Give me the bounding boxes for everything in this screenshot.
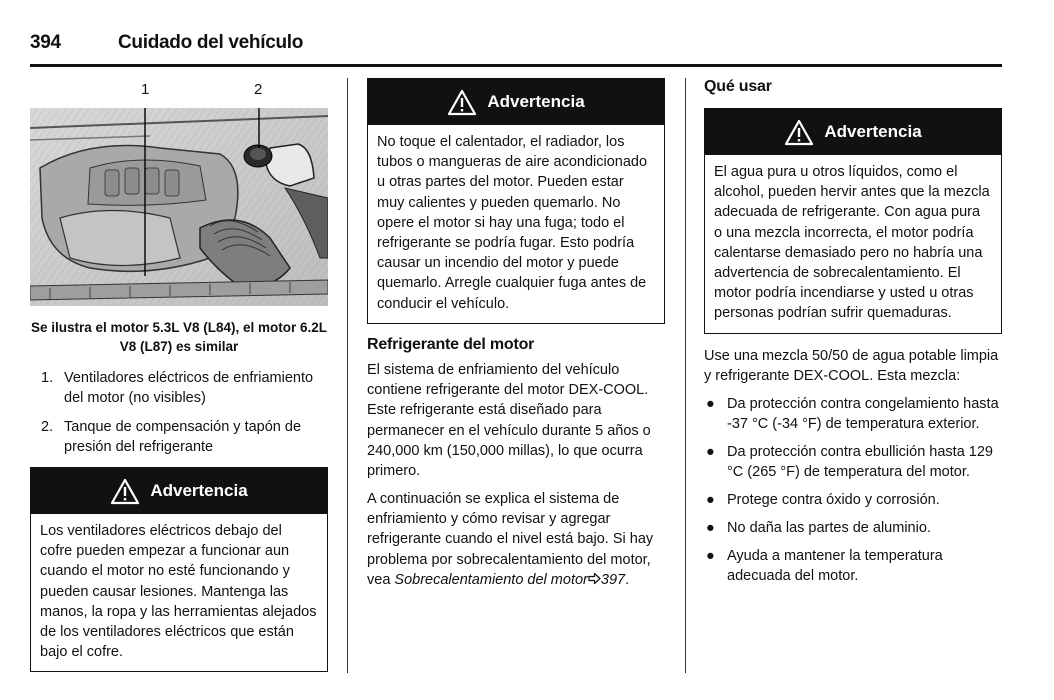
caption-line: Se ilustra el motor 5.3L V8 (L84), el motor 6.2L [30, 320, 328, 335]
page-reference-arrow-icon [588, 572, 601, 585]
list-item [704, 394, 1002, 434]
coolant-heading: Refrigerante del motor [367, 335, 535, 353]
bullet-icon: ● [706, 548, 715, 565]
fan-warning-box [30, 467, 328, 672]
list-item-number: 1. [41, 370, 54, 386]
list-item-text: Ventiladores eléctricos de enfriamiento del motor (no visibles) [64, 370, 314, 406]
bullet-icon: ● [706, 520, 715, 537]
coolant-paragraph: El sistema de enfriamiento del vehículo contiene refrigerante del motor DEX-COOL. Este refrigerante está diseñado para permanecer en el vehículo durante 5 años o 240,000 km (150,000 millas), lo que ocurra primero. [367, 361, 651, 480]
page-number: 394 [30, 32, 61, 53]
left-column [30, 78, 328, 672]
list-item-text: Ayuda a mantener la temperatura adecuada del motor. [727, 548, 943, 585]
list-item [704, 490, 1002, 510]
mixture-benefits-list [704, 394, 1002, 586]
figure-callouts [30, 78, 328, 108]
warning-text: Los ventiladores eléctricos debajo del cofre pueden empezar a funcionar aun cuando el motor no esté funcionando y pueden causar lesiones. Mantenga las manos, la ropa y las herramientas alejados de los ventiladores eléctricos que están bajo el cofre. [40, 523, 317, 661]
caption-line: V8 (L87) es similar [119, 339, 239, 354]
page-header [30, 30, 1002, 67]
hot-parts-warning-box [367, 78, 665, 324]
list-item-text: Da protección contra ebullición hasta 129 °C (265 °F) de temperatura del motor. [727, 444, 993, 481]
list-item-text: Tanque de compensación y tapón de presión del refrigerante [64, 419, 302, 455]
warning-header [31, 468, 327, 514]
engine-illustration [30, 108, 328, 306]
warning-header [705, 109, 1001, 155]
warning-triangle-icon [447, 89, 477, 116]
callout-1: 1 [141, 81, 150, 98]
list-item-text: Da protección contra congelamiento hasta -37 °C (-34 °F) de temperatura exterior. [727, 396, 999, 433]
column-divider [685, 78, 686, 673]
list-item [30, 417, 328, 457]
bullet-icon: ● [706, 396, 715, 413]
liquids-warning-box [704, 108, 1002, 334]
section-title: Cuidado del vehículo [118, 32, 304, 53]
warning-triangle-icon [784, 119, 814, 146]
list-item [704, 546, 1002, 586]
right-column [704, 78, 1002, 594]
cooling-system-paragraph [367, 489, 665, 590]
link-text: Sobrecalentamiento del motor [394, 571, 588, 588]
link-page: 397 [600, 571, 626, 588]
column-divider [347, 78, 348, 673]
warning-triangle-icon [110, 478, 140, 505]
list-item-text: No daña las partes de aluminio. [727, 520, 931, 537]
bullet-icon: ● [706, 444, 715, 461]
list-item-text: Protege contra óxido y corrosión. [727, 492, 940, 509]
warning-title: Advertencia [824, 122, 922, 141]
figure-caption [30, 318, 328, 356]
list-item-number: 2. [41, 419, 54, 435]
warning-title: Advertencia [150, 481, 248, 500]
list-item [704, 442, 1002, 482]
middle-column [367, 78, 665, 590]
warning-text: No toque el calentador, el radiador, los tubos o mangueras de aire acondicionado u otras partes del motor. Pueden estar muy calientes y pueden quemarlo. No opere el motor si hay una fuga; todo el refrigerante se podría fugar. Esto podría causar un incendio del motor y puede quemarlo. Arregle cualquier fuga antes de conducir el vehículo. [377, 134, 648, 312]
list-item [704, 518, 1002, 538]
callout-2: 2 [254, 81, 263, 98]
list-item [30, 368, 328, 408]
warning-text: El agua pura u otros líquidos, como el alcohol, pueden hervir antes que la mezcla adecuada de refrigerante. Con agua pura o una mezcla incorrecta, el motor podría calentarse demasiado pero no habría una advertencia de sobrecalentamiento. El motor podría incendiarse y usted u otras personas podrían sufrir quemaduras. [714, 164, 990, 322]
warning-header [368, 79, 664, 125]
overheating-link[interactable] [394, 572, 625, 588]
what-to-use-heading: Qué usar [704, 78, 772, 95]
bullet-icon: ● [706, 492, 715, 509]
parts-list [30, 368, 328, 457]
mixture-intro: Use una mezcla 50/50 de agua potable limpia y refrigerante DEX-COOL. Esta mezcla: [704, 347, 999, 384]
paragraph-end: . [625, 571, 630, 588]
warning-title: Advertencia [487, 92, 585, 111]
paragraph-text: A continuación se explica el sistema de enfriamiento y cómo revisar y agregar refrigerante cuando el nivel está bajo. Si hay problema por sobrecalentamiento del motor, vea [367, 490, 654, 588]
